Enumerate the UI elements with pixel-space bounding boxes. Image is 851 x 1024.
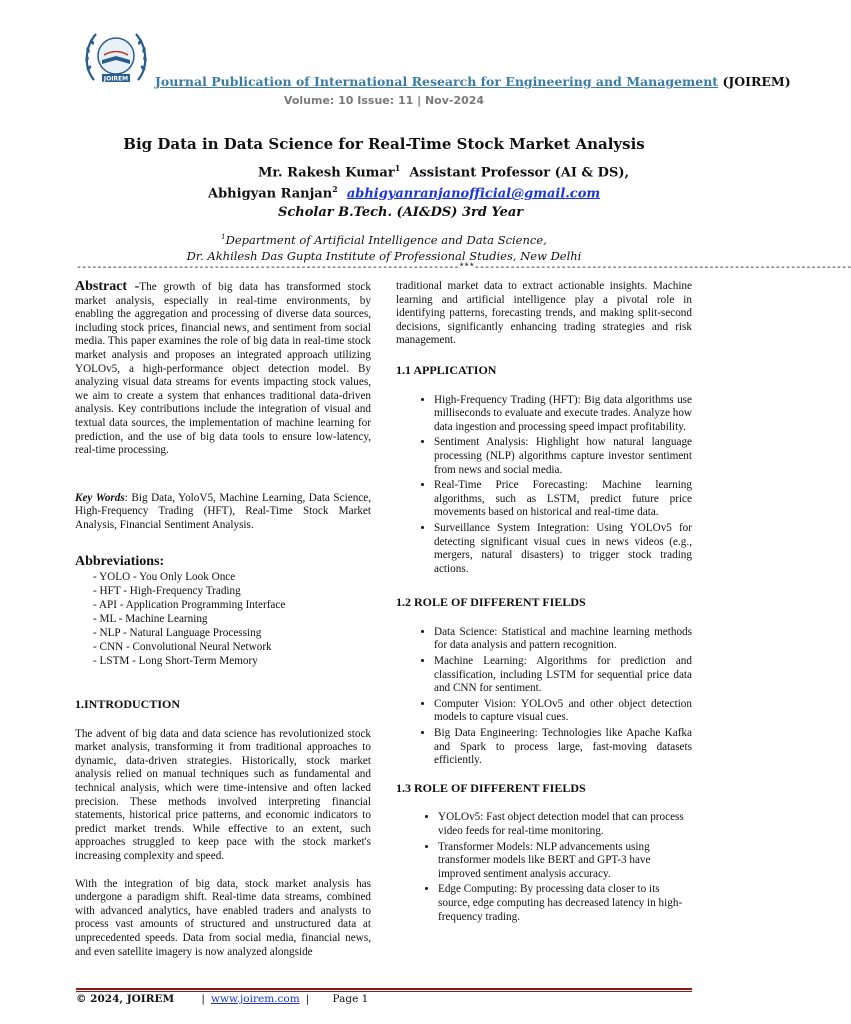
abstract — [75, 280, 371, 458]
list-item: • Data Science: Statistical and machine learning methods for data analysis and pattern recognition. — [434, 626, 692, 653]
department-name: Department of Artificial Intelligence and Data Science, — [225, 233, 547, 247]
list-item: • YOLOv5: Fast object detection model that can process video feeds for real-time monitoring. — [438, 811, 692, 838]
author-1-sup: 1 — [394, 163, 401, 173]
keywords — [75, 492, 371, 533]
footer-bar: | — [305, 993, 310, 1005]
journal-header — [155, 74, 791, 89]
footer-rule-thin — [76, 991, 692, 992]
introduction-para-2: With the integration of big data, stock market analysis has undergone a paradigm shift. Real-time data streams, combined with advanced analytics, have enabled traders and analysts to process vast amounts of structured and unstructured data at unprecedented speeds. Data from social media, financial news, and even satellite imagery is now analyzed alongside — [75, 877, 371, 958]
author-2-email-link[interactable]: abhigyanranjanofficial@gmail.com — [346, 186, 601, 202]
abstract-text: The growth of big data has transformed stock market analysis, especially in real-time environments, by enabling the aggregation and processing of diverse data sources, including stock prices, financial news, and sentiment from social media. This paper examines the role of big data in real-time stock market analysis and proposes an integrated approach utilizing YOLOv5, a high-performance object detection model. By analyzing visual data streams for events impacting stock values, we aim to create a system that enhances traditional data-driven analysis. Key contributions include the integration of visual and textual data sources, the implementation of machine learning for prediction, and the use of big data tools to ensure low-latency, real-time processing. — [75, 281, 371, 457]
roles-list-1 — [396, 626, 692, 768]
journal-logo — [80, 22, 152, 94]
list-item: • Real-Time Price Forecasting: Machine learning algorithms, such as LSTM, predict future price movements based on historical and real-time data. — [434, 479, 692, 520]
department-line — [0, 233, 768, 247]
footer-rule — [76, 988, 692, 990]
author-2-name: Abhigyan Ranjan — [208, 186, 333, 202]
introduction-heading: 1.INTRODUCTION — [75, 697, 181, 712]
dept-sup: 1 — [221, 233, 226, 242]
list-item: • Big Data Engineering: Technologies like Apache Kafka and Spark to process large, fast-moving datasets efficiently. — [434, 727, 692, 768]
right-column — [396, 280, 692, 926]
institute-line: Dr. Akhilesh Das Gupta Institute of Professional Studies, New Delhi — [186, 249, 582, 263]
footer-site-link[interactable]: www.joirem.com — [210, 993, 300, 1005]
abbreviation-item: - YOLO - You Only Look Once — [93, 571, 236, 584]
introduction-para-1: The advent of big data and data science has revolutionized stock market analysis, transforming it from traditional approaches to dynamic, data-driven strategies. Historically, stock market analysis relied on manual techniques such as fundamental and technical analysis, which were time-intensive and often lacked precision. These methods involved interpreting financial statements, historical price patterns, and economic indicators to predict market trends. While effective to an extent, such approaches struggled to keep pace with the stock market's increasing complexity and speed. — [75, 727, 371, 863]
page-footer — [76, 993, 368, 1005]
roles-list-2 — [396, 811, 692, 924]
journal-abbreviation: (JOIREM) — [722, 74, 791, 89]
list-item: • Transformer Models: NLP advancements using transformer models like BERT and GPT-3 have improved sentiment analysis accuracy. — [438, 841, 692, 882]
list-item: • Sentiment Analysis: Highlight how natural language processing (NLP) algorithms capture investor sentiment from news and social media. — [434, 436, 692, 477]
author-1-role: Assistant Professor (AI & DS), — [409, 165, 630, 181]
abbreviations-heading: Abbreviations: — [75, 553, 165, 569]
roles-heading-2: 1.3 ROLE OF DIFFERENT FIELDS — [396, 780, 586, 795]
introduction-para-2-cont: traditional market data to extract actionable insights. Machine learning and artificial intelligence play a pivotal role in identifying patterns, forecasting trends, and making split-second decisions, significantly enhancing trading strategies and risk management. — [396, 280, 692, 347]
svg-text:JOIREM: JOIREM — [103, 75, 129, 83]
author-2-sup: 2 — [332, 184, 338, 194]
list-item: • Computer Vision: YOLOv5 and other object detection models to capture visual cues. — [434, 698, 692, 725]
left-column — [75, 280, 371, 959]
author-2 — [208, 184, 600, 201]
journal-name-link[interactable]: Journal Publication of International Research for Engineering and Management — [155, 74, 719, 89]
application-list — [396, 394, 692, 577]
list-item: • High-Frequency Trading (HFT): Big data algorithms use milliseconds to evaluate and execute trades. Analyze how data ingestion and processing speed impact profitability. — [434, 394, 692, 435]
section-divider: ---------------------------------------------------------------------------***-------------------------------------------------------------------------- — [76, 263, 851, 274]
abbreviation-item: - CNN - Convolutional Neural Network — [93, 641, 272, 654]
footer-copyright: © 2024, JOIREM — [76, 993, 175, 1005]
author-1-name: Mr. Rakesh Kumar — [258, 165, 395, 181]
footer-bar: | — [201, 993, 205, 1005]
abbreviation-item: - HFT - High-Frequency Trading — [93, 585, 241, 598]
footer-page-number: Page 1 — [332, 993, 369, 1005]
abbreviations-list — [75, 570, 371, 668]
keywords-label: Key Words — [75, 491, 125, 504]
volume-issue: Volume: 10 Issue: 11 | Nov-2024 — [283, 94, 485, 107]
abstract-label: Abstract - — [75, 279, 140, 294]
roles-heading-1: 1.2 ROLE OF DIFFERENT FIELDS — [396, 595, 586, 610]
list-item: • Edge Computing: By processing data closer to its source, edge computing has decreased latency in high-frequency trading. — [438, 883, 692, 924]
application-heading: 1.1 APPLICATION — [396, 362, 497, 377]
keywords-text: : Big Data, YoloV5, Machine Learning, Data Science, High-Frequency Trading (HFT), Real-Time Stock Market Analysis, Financial Sentiment Analysis. — [75, 491, 372, 531]
paper-title: Big Data in Data Science for Real-Time Stock Market Analysis — [123, 135, 645, 153]
abbreviation-item: - LSTM - Long Short-Term Memory — [93, 655, 258, 668]
abbreviation-item: - API - Application Programming Interface — [93, 599, 286, 612]
list-item: • Machine Learning: Algorithms for prediction and classification, including LSTM for sequential price data and CNN for sentiment. — [434, 655, 692, 696]
abbreviation-item: - ML - Machine Learning — [93, 613, 208, 626]
abbreviation-item: - NLP - Natural Language Processing — [93, 627, 262, 640]
author-1 — [258, 163, 629, 180]
author-2-role: Scholar B.Tech. (AI&DS) 3rd Year — [278, 205, 524, 220]
list-item: • Surveillance System Integration: Using YOLOv5 for detecting significant visual cues in news videos (e.g., mergers, natural disasters) to trigger stock trading actions. — [434, 522, 692, 576]
